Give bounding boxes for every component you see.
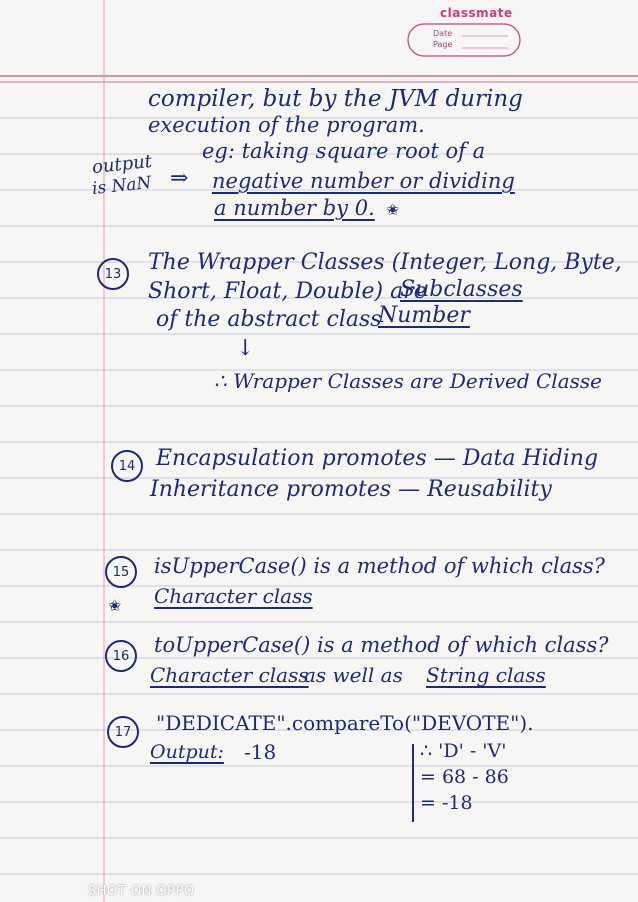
side-note-nan: is NaN	[91, 172, 153, 200]
example-line-2: negative number or dividing	[212, 169, 515, 193]
q17-expression: "DEDICATE".compareTo("DEVOTE").	[156, 711, 534, 735]
question-number-16: 16	[105, 640, 137, 672]
down-arrow-icon: ↓	[236, 336, 255, 361]
q14-line-2: Inheritance promotes — Reusability	[150, 477, 552, 502]
q17-calc-1: ∴ 'D' - 'V'	[420, 740, 507, 762]
q17-output-label: Output:	[150, 741, 224, 763]
working-divider	[412, 744, 414, 822]
q13-subclasses: Subclasses	[400, 277, 523, 302]
q15-line-1: isUpperCase() is a method of which class?	[154, 554, 605, 578]
arrow-icon: ⇒	[170, 166, 189, 191]
q17-calc-2: = 68 - 86	[420, 766, 509, 788]
q13-line-4: ∴ Wrapper Classes are Derived Classe	[214, 369, 602, 393]
q16-answer-string: String class	[426, 663, 546, 687]
q15-answer: Character class	[154, 584, 313, 608]
star-icon: ✬	[108, 596, 122, 615]
q16-answer-character: Character class	[150, 663, 309, 687]
note-line-1: compiler, but by the JVM during	[148, 86, 523, 112]
example-line-1: eg: taking square root of a	[202, 139, 486, 163]
question-number-15: 15	[105, 556, 137, 588]
brand-logo: classmate	[440, 6, 513, 20]
note-line-2: execution of the program.	[148, 113, 425, 137]
q14-line-1: Encapsulation promotes — Data Hiding	[156, 446, 599, 471]
question-number-13: 13	[97, 258, 129, 290]
side-note-output: output	[91, 150, 153, 179]
date-label: Date	[433, 29, 453, 38]
q16-as-well-as: as well as	[304, 663, 403, 687]
camera-watermark: SHOT ON OPPO	[88, 884, 195, 899]
question-number-14: 14	[111, 450, 143, 482]
q16-line-1: toUpperCase() is a method of which class?	[154, 633, 609, 657]
q13-line-3: of the abstract class	[156, 307, 382, 332]
example-line-3: a number by 0.	[214, 196, 375, 220]
brand-date-box	[404, 14, 528, 60]
q17-output-value: -18	[244, 740, 277, 764]
q13-line-2: Short, Float, Double) are	[148, 279, 427, 304]
q13-line-1: The Wrapper Classes (Integer, Long, Byte,	[148, 250, 622, 275]
page-label: Page	[433, 40, 453, 49]
q17-calc-3: = -18	[420, 792, 473, 814]
star-icon: ✬	[386, 200, 400, 219]
q13-number: Number	[378, 303, 470, 328]
question-number-17: 17	[107, 716, 139, 748]
